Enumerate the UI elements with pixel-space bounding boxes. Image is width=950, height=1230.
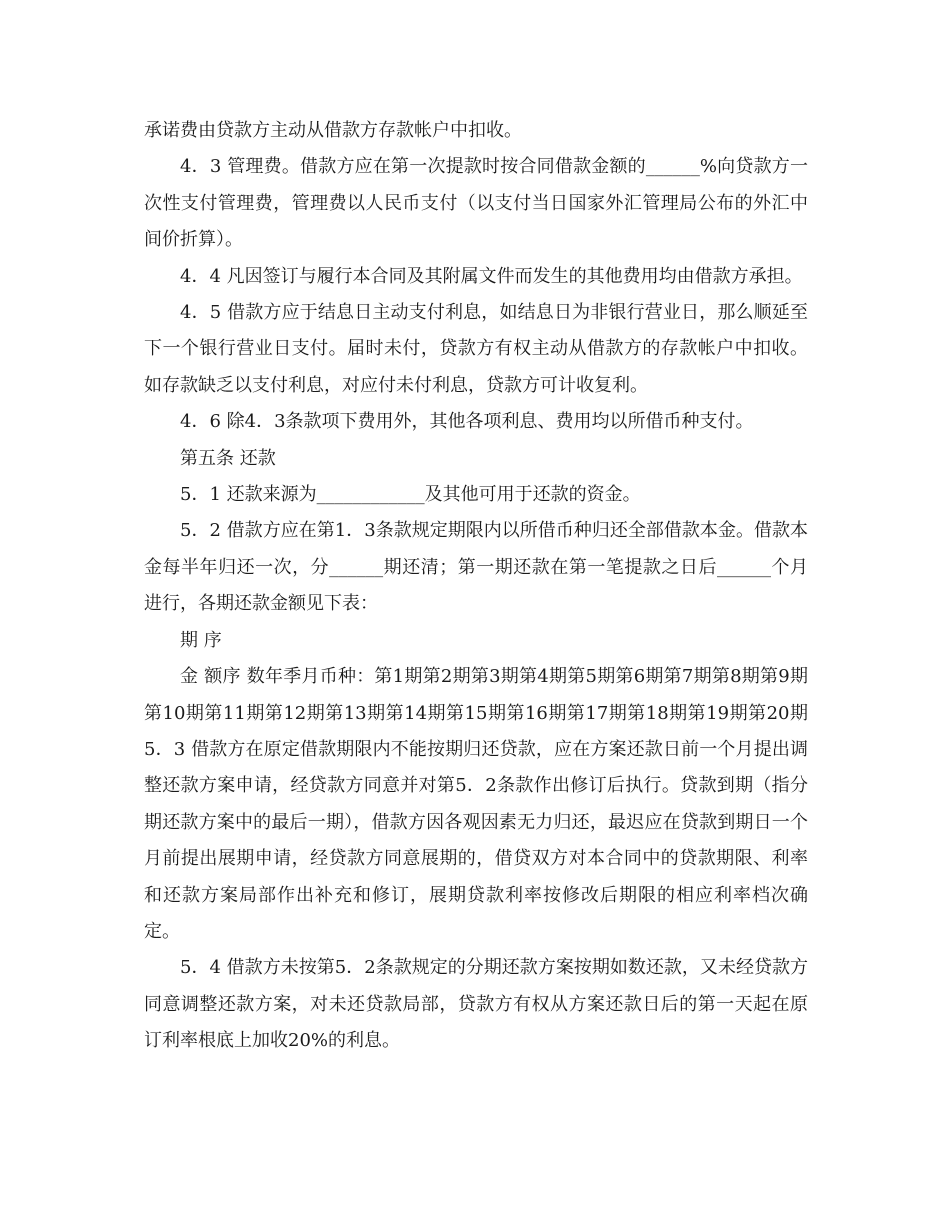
paragraph-5-1-repayment-source: 5．1 还款来源为____________及其他可用于还款的资金。 — [180, 484, 641, 506]
section-heading-article-5: 第五条 还款 — [180, 447, 276, 469]
paragraph-4-5-interest-payment: 4．5 借款方应于结息日主动支付利息，如结息日为非银行营业日，那么顺延至下一个银行营业日支付。届时未付，贷款方有权主动从借款方的存款帐户中扣收。如存款缺乏以支付利息，对应付未付利息，贷款方可计收复利。 — [144, 302, 808, 396]
paragraph-4-6-currency: 4．6 除4．3条款项下费用外，其他各项利息、费用均以所借币种支付。 — [180, 411, 754, 433]
document-body — [144, 113, 808, 1060]
paragraph-4-3-management-fee: 4．3 管理费。借款方应在第一次提款时按合同借款金额的______%向贷款方一次性支付管理费，管理费以人民币支付（以支付当日国家外汇管理局公布的外汇中间价折算）。 — [144, 156, 808, 251]
paragraph-4-4-other-fees: 4．4 凡因签订与履行本合同及其附属文件而发生的其他费用均由借款方承担。 — [180, 265, 803, 287]
paragraph-5-3-schedule-adjustment: 金 额序 数年季月币种：第1期第2期第3期第4期第5期第6期第7期第8期第9期第10期第11期第12期第13期第14期第15期第16期第17期第18期第19期第20期 5．3 借款方在原定借款期限内不能按期归还贷款，应在方案还款日前一个月提出调整还款方案申请，经贷款方同意并对第5．2条款作出修订后执行。贷款到期（指分期还款方案中的最后一期），借款方因各观因素无力归还，最迟应在贷款到期日一个月前提出展期申请，经贷款方同意展期的，借贷双方对本合同中的贷款期限、利率和还款方案局部作出补充和修订，展期贷款利率按修改后期限的相应利率档次确定。 — [144, 666, 808, 942]
paragraph-5-4-late-repayment: 5．4 借款方未按第5．2条款规定的分期还款方案按期如数还款，又未经贷款方同意调整还款方案，对未还贷款局部，贷款方有权从方案还款日后的第一天起在原订利率根底上加收20%的利息。 — [144, 957, 808, 1052]
paragraph-commitment-fee-tail: 承诺费由贷款方主动从借款方存款帐户中扣收。 — [144, 120, 522, 141]
table-header-period: 期 序 — [180, 629, 222, 651]
paragraph-5-2-repayment-schedule: 5．2 借款方应在第1．3条款规定期限内以所借币种归还全部借款本金。借款本金每半年归还一次，分______期还清；第一期还款在第一笔提款之日后______个月进行，各期还款金额见下表： — [144, 520, 808, 615]
